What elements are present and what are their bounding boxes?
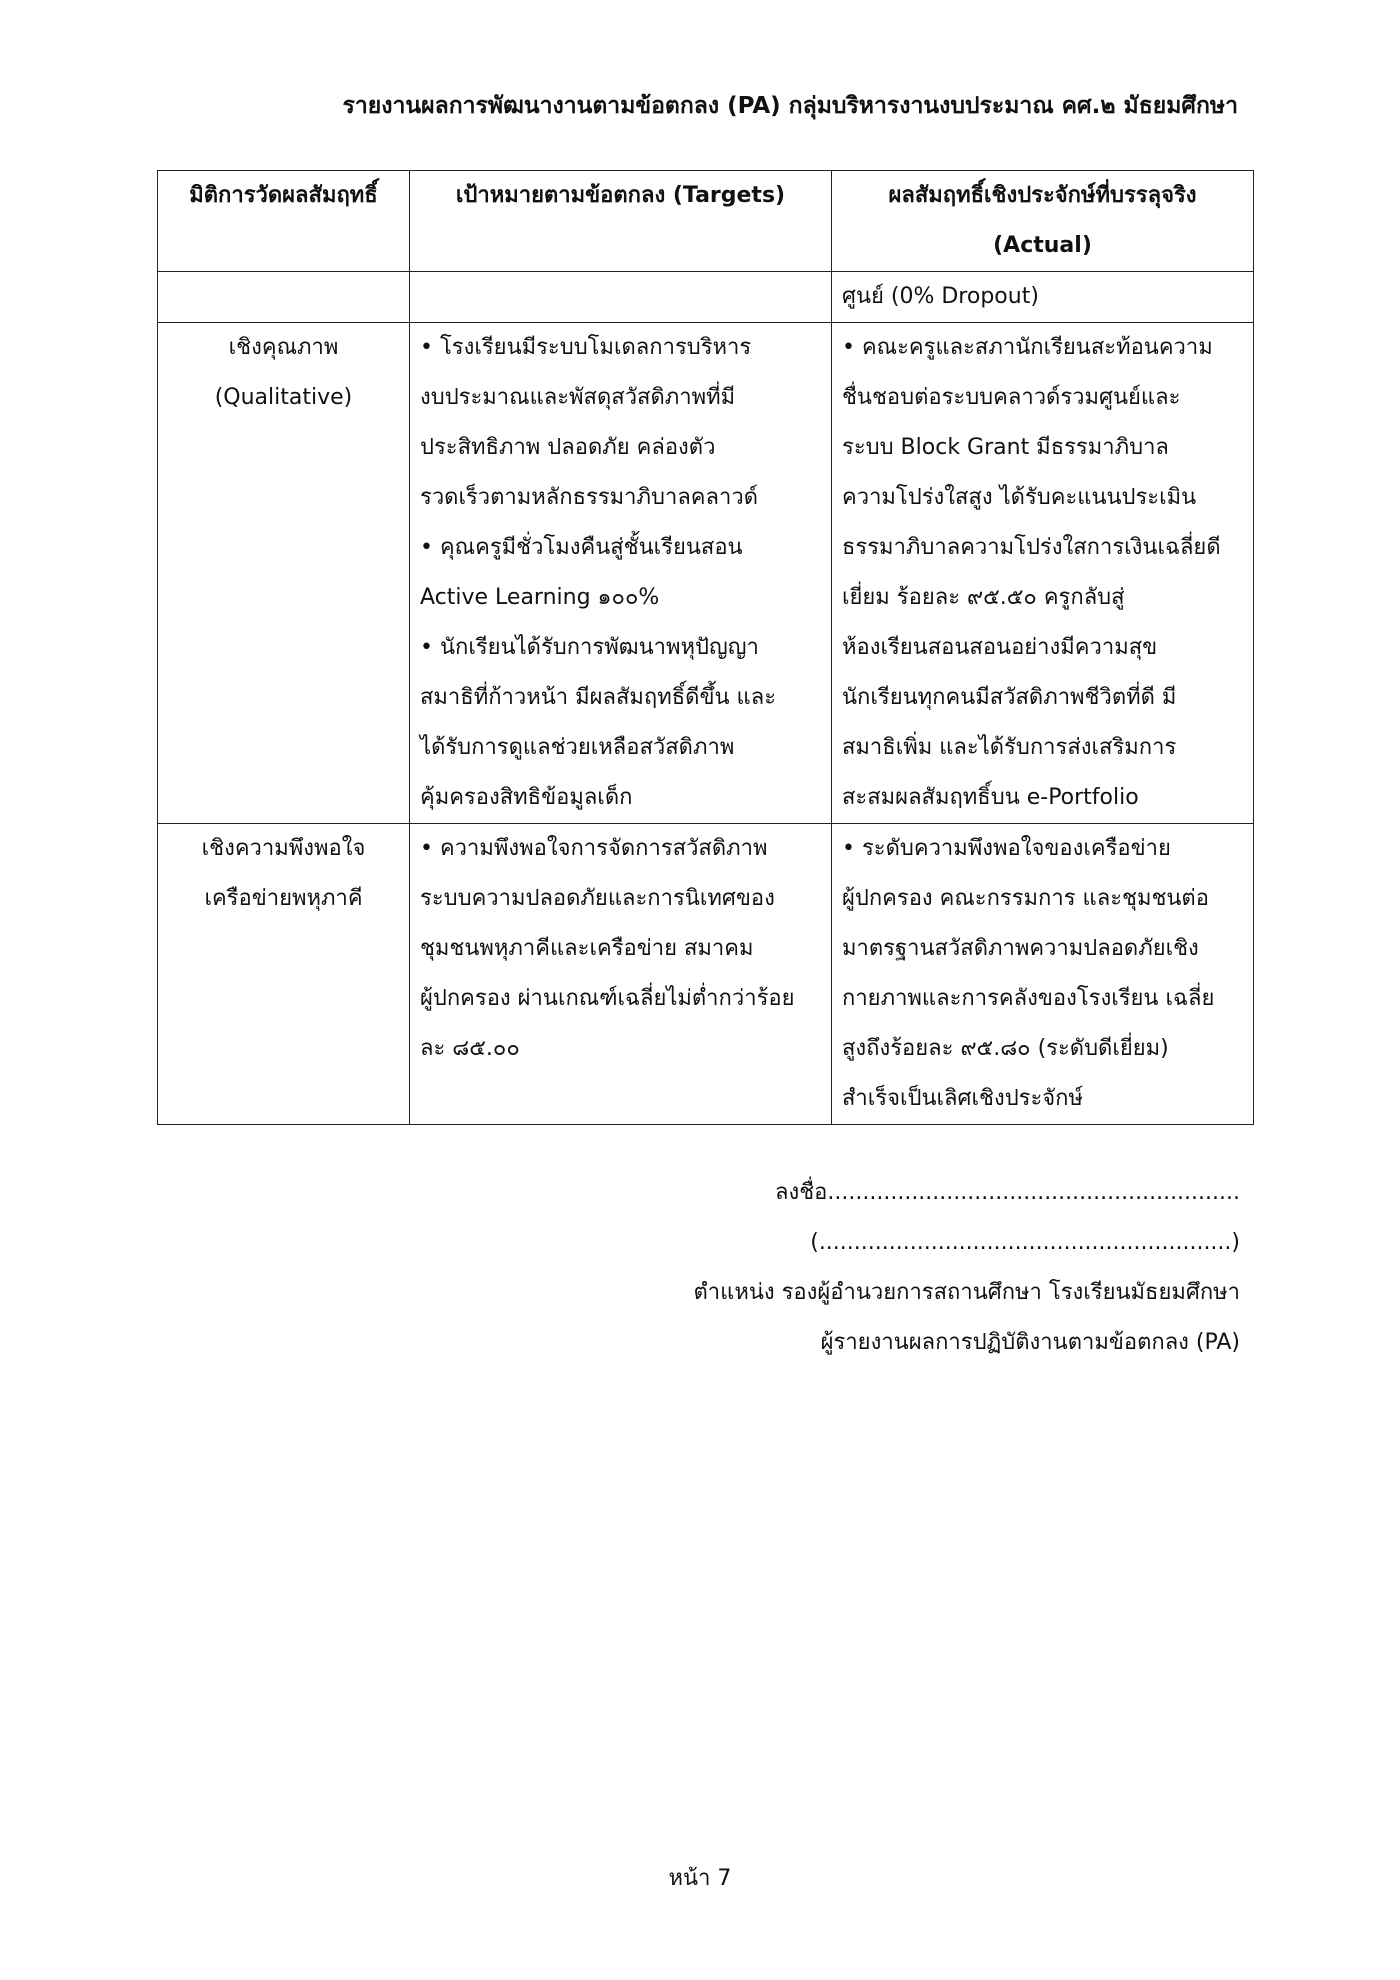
targets-text-line: คุ้มครองสิทธิข้อมูลเด็ก bbox=[420, 785, 633, 810]
targets-text-line: ชุมชนพหุภาคีและเครือข่าย สมาคม bbox=[420, 936, 754, 961]
cell-targets bbox=[410, 323, 832, 824]
signature-name-line: (...........................................................) bbox=[810, 1230, 1240, 1255]
actual-text-line: มาตรฐานสวัสดิภาพความปลอดภัยเชิง bbox=[842, 936, 1199, 961]
actual-text-line: • คณะครูและสภานักเรียนสะท้อนความ bbox=[842, 335, 1213, 360]
cell-dimension bbox=[158, 272, 410, 323]
actual-text-line: สำเร็จเป็นเลิศเชิงประจักษ์ bbox=[842, 1086, 1084, 1111]
cell-targets bbox=[410, 272, 832, 323]
header-targets bbox=[410, 171, 832, 272]
targets-text-line: ประสิทธิภาพ ปลอดภัย คล่องตัว bbox=[420, 435, 716, 460]
cell-actual bbox=[832, 272, 1254, 323]
actual-text-line: ห้องเรียนสอนสอนอย่างมีความสุข bbox=[842, 635, 1158, 660]
actual-text-line: ชื่นชอบต่อระบบคลาวด์รวมศูนย์และ bbox=[842, 385, 1181, 410]
header-text-line: เป้าหมายตามข้อตกลง (Targets) bbox=[455, 183, 786, 208]
header-dimension bbox=[158, 171, 410, 272]
targets-text-line: Active Learning ๑๐๐% bbox=[420, 585, 660, 610]
header-actual bbox=[832, 171, 1254, 272]
dimension-text-line: เชิงคุณภาพ bbox=[228, 335, 339, 360]
table-body bbox=[158, 272, 1254, 1125]
cell-actual bbox=[832, 824, 1254, 1125]
targets-text-line: • คุณครูมีชั่วโมงคืนสู่ชั้นเรียนสอน bbox=[420, 535, 743, 560]
actual-text-line: กายภาพและการคลังของโรงเรียน เฉลี่ย bbox=[842, 986, 1215, 1011]
targets-text-line: งบประมาณและพัสดุสวัสดิภาพที่มี bbox=[420, 385, 736, 410]
cell-dimension bbox=[158, 824, 410, 1125]
signature-position-line: ตำแหน่ง รองผู้อำนวยการสถานศึกษา โรงเรียนมัธยมศึกษา bbox=[693, 1280, 1240, 1305]
targets-text-line: ผู้ปกครอง ผ่านเกณฑ์เฉลี่ยไม่ต่ำกว่าร้อย bbox=[420, 986, 795, 1011]
table-header-row bbox=[158, 171, 1254, 272]
pa-results-table bbox=[157, 170, 1254, 1125]
targets-text-line: ได้รับการดูแลช่วยเหลือสวัสดิภาพ bbox=[420, 735, 735, 760]
actual-text-line: • ระดับความพึงพอใจของเครือข่าย bbox=[842, 836, 1171, 861]
actual-text-line: สูงถึงร้อยละ ๙๕.๘๐ (ระดับดีเยี่ยม) bbox=[842, 1036, 1169, 1061]
signature-role-line: ผู้รายงานผลการปฏิบัติงานตามข้อตกลง (PA) bbox=[820, 1330, 1240, 1355]
actual-text-line: เยี่ยม ร้อยละ ๙๕.๕๐ ครูกลับสู่ bbox=[842, 585, 1125, 610]
actual-text-line: ระบบ Block Grant มีธรรมาภิบาล bbox=[842, 435, 1169, 460]
actual-text-line: ความโปร่งใสสูง ได้รับคะแนนประเมิน bbox=[842, 485, 1197, 510]
dimension-text-line: เครือข่ายพหุภาคี bbox=[204, 886, 363, 911]
header-text-line: (Actual) bbox=[993, 233, 1092, 258]
actual-text-line: ธรรมาภิบาลความโปร่งใสการเงินเฉลี่ยดี bbox=[842, 535, 1221, 560]
actual-text-line: ศูนย์ (0% Dropout) bbox=[842, 284, 1039, 309]
table-row bbox=[158, 323, 1254, 824]
cell-dimension bbox=[158, 323, 410, 824]
page-number: หน้า 7 bbox=[668, 1866, 732, 1891]
targets-text-line: สมาธิที่ก้าวหน้า มีผลสัมฤทธิ์ดีขึ้น และ bbox=[420, 685, 777, 710]
signature-sign-line: ลงชื่อ........................................................... bbox=[775, 1180, 1240, 1205]
dimension-text-line: เชิงความพึงพอใจ bbox=[201, 836, 366, 861]
table-row bbox=[158, 272, 1254, 323]
header-text-line: มิติการวัดผลสัมฤทธิ์ bbox=[189, 183, 378, 208]
actual-text-line: สมาธิเพิ่ม และได้รับการส่งเสริมการ bbox=[842, 735, 1177, 760]
table-row bbox=[158, 824, 1254, 1125]
targets-text-line: รวดเร็วตามหลักธรรมาภิบาลคลาวด์ bbox=[420, 485, 759, 510]
targets-text-line: • ความพึงพอใจการจัดการสวัสดิภาพ bbox=[420, 836, 768, 861]
dimension-text-line: (Qualitative) bbox=[214, 385, 353, 410]
actual-text-line: ผู้ปกครอง คณะกรรมการ และชุมชนต่อ bbox=[842, 886, 1209, 911]
targets-text-line: ระบบความปลอดภัยและการนิเทศของ bbox=[420, 886, 775, 911]
actual-text-line: สะสมผลสัมฤทธิ์บน e-Portfolio bbox=[842, 785, 1139, 810]
targets-text-line: • โรงเรียนมีระบบโมเดลการบริหาร bbox=[420, 335, 752, 360]
cell-actual bbox=[832, 323, 1254, 824]
header-text-line: ผลสัมฤทธิ์เชิงประจักษ์ที่บรรลุจริง bbox=[888, 183, 1197, 208]
signature-block bbox=[694, 1168, 1240, 1368]
targets-text-line: ละ ๘๕.๐๐ bbox=[420, 1036, 520, 1061]
page-title: รายงานผลการพัฒนางานตามข้อตกลง (PA) กลุ่มบริหารงานงบประมาณ คศ.๒ มัธยมศึกษา bbox=[342, 93, 1238, 119]
targets-text-line: • นักเรียนได้รับการพัฒนาพหุปัญญา bbox=[420, 635, 759, 660]
actual-text-line: นักเรียนทุกคนมีสวัสดิภาพชีวิตที่ดี มี bbox=[842, 685, 1177, 710]
cell-targets bbox=[410, 824, 832, 1125]
